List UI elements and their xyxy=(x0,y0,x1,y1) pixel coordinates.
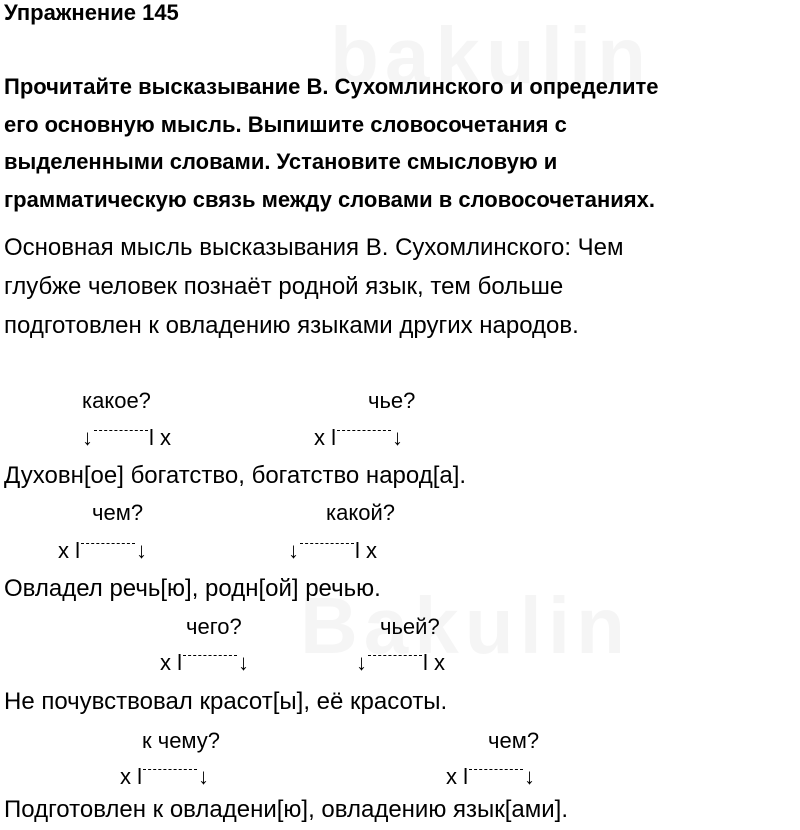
arrow-down-icon: ↓ xyxy=(356,650,367,675)
main-idea-line: подготовлен к овладению языками других народов. xyxy=(4,312,579,339)
mark-label: x l xyxy=(58,538,80,563)
mark-label: x l xyxy=(446,764,468,789)
question-label: какой? xyxy=(326,500,395,525)
connection-mark xyxy=(58,538,147,564)
phrase-sentence: Духовн[ое] богатство, богатство народ[а]. xyxy=(4,462,467,489)
mark-label: l x xyxy=(423,650,445,675)
connection-mark xyxy=(82,425,171,451)
connection-mark xyxy=(314,425,403,451)
arrow-down-icon: ↓ xyxy=(392,425,403,450)
question-label: чем? xyxy=(488,728,540,753)
connection-mark xyxy=(160,650,249,676)
connection-mark xyxy=(120,764,209,790)
question-label: чего? xyxy=(186,614,242,639)
mark-label: x l xyxy=(120,764,142,789)
task-line: Прочитайте высказывание В. Сухомлинского и определите xyxy=(4,74,659,99)
question-label: чье? xyxy=(368,388,416,413)
question-label: какое? xyxy=(82,388,151,413)
exercise-title: Упражнение 145 xyxy=(4,0,179,25)
task-line: выделенными словами. Установите смысловую и xyxy=(4,149,558,174)
phrase-sentence: Не почувствовал красот[ы], её красоты. xyxy=(4,688,448,715)
arrow-down-icon: ↓ xyxy=(238,650,249,675)
connection-mark xyxy=(446,764,535,790)
connection-mark xyxy=(356,650,445,676)
phrase-sentence: Подготовлен к овладени[ю], овладению язык[ами]. xyxy=(4,796,568,823)
question-label: к чему? xyxy=(142,728,221,753)
arrow-down-icon: ↓ xyxy=(198,764,209,789)
phrase-sentence: Овладел речь[ю], родн[ой] речью. xyxy=(4,575,381,602)
question-label: чьей? xyxy=(380,614,440,639)
main-idea-line: Основная мысль высказывания В. Сухомлинского: Чем xyxy=(4,234,624,261)
main-idea-line: глубже человек познаёт родной язык, тем больше xyxy=(4,273,564,300)
arrow-down-icon: ↓ xyxy=(524,764,535,789)
task-line: грамматическую связь между словами в словосочетаниях. xyxy=(4,187,655,212)
arrow-down-icon: ↓ xyxy=(82,425,93,450)
connection-mark xyxy=(288,538,377,564)
question-label: чем? xyxy=(92,500,144,525)
mark-label: x l xyxy=(160,650,182,675)
mark-label: x l xyxy=(314,425,336,450)
task-line: его основную мысль. Выпишите словосочетания с xyxy=(4,112,567,137)
mark-label: l x xyxy=(149,425,171,450)
arrow-down-icon: ↓ xyxy=(136,538,147,563)
mark-label: l x xyxy=(355,538,377,563)
arrow-down-icon: ↓ xyxy=(288,538,299,563)
